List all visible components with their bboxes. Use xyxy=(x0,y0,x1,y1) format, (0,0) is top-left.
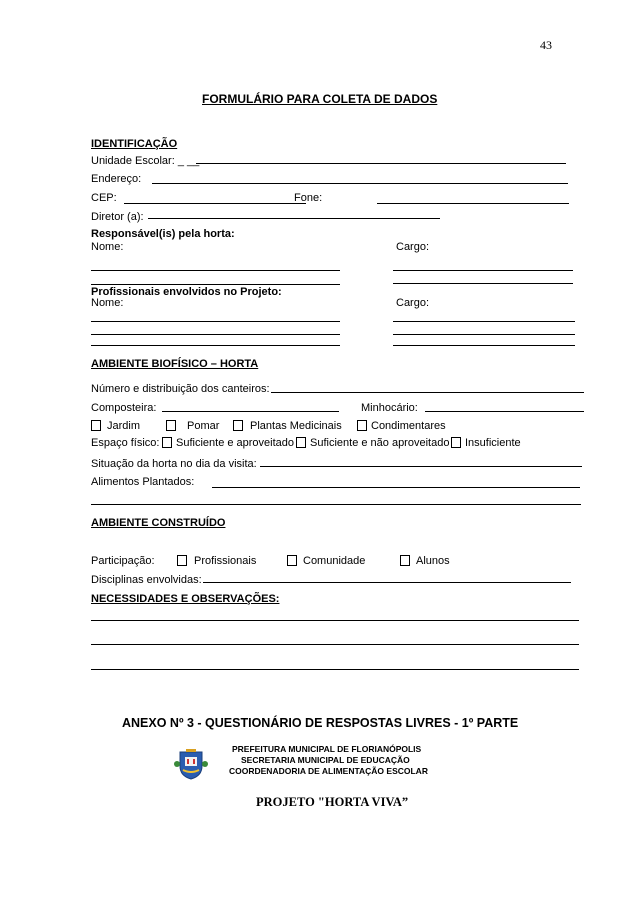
coat-of-arms-logo xyxy=(174,748,208,780)
canteiros-label: Número e distribuição dos canteiros: xyxy=(91,383,270,395)
condimentares-checkbox[interactable] xyxy=(357,420,367,431)
diretor-label: Diretor (a): xyxy=(91,211,144,223)
profissionais-nome-field-3[interactable] xyxy=(91,345,340,346)
necessidades-field-1[interactable] xyxy=(91,620,579,621)
minhocario-label: Minhocário: xyxy=(361,402,418,414)
jardim-label: Jardim xyxy=(107,420,141,432)
situacao-label: Situação da horta no dia da visita: xyxy=(91,458,257,470)
endereco-field[interactable] xyxy=(152,183,568,184)
section-necessidades-heading: NECESSIDADES E OBSERVAÇÕES: xyxy=(91,593,280,605)
alimentos-field-1[interactable] xyxy=(212,487,580,488)
insuficiente-checkbox[interactable] xyxy=(451,437,461,448)
pomar-label: Pomar xyxy=(187,420,220,432)
necessidades-field-2[interactable] xyxy=(91,644,579,645)
section-identificacao-heading: IDENTIFICAÇÃO xyxy=(91,138,178,150)
annex-title: ANEXO Nº 3 - QUESTIONÁRIO DE RESPOSTAS LIVRES - 1º PARTE xyxy=(122,716,519,730)
profissionais-heading: Profissionais envolvidos no Projeto: xyxy=(91,286,282,298)
unidade-escolar-label: Unidade Escolar: _ __ xyxy=(91,155,200,167)
alunos-label: Alunos xyxy=(416,555,450,567)
cep-label: CEP: xyxy=(91,192,117,204)
responsavel-cargo-field-2[interactable] xyxy=(393,283,573,284)
composteira-label: Composteira: xyxy=(91,402,157,414)
suficiente-nao-aproveitado-checkbox[interactable] xyxy=(296,437,306,448)
profissionais-cargo-field-2[interactable] xyxy=(393,334,575,335)
participacao-label: Participação: xyxy=(91,555,155,567)
disciplinas-field[interactable] xyxy=(203,582,571,583)
profissionais-cargo-label: Cargo: xyxy=(396,297,430,309)
minhocario-field[interactable] xyxy=(425,411,584,412)
responsavel-nome-label: Nome: xyxy=(91,241,124,253)
alimentos-label: Alimentos Plantados: xyxy=(91,476,195,488)
responsavel-heading: Responsável(is) pela horta: xyxy=(91,228,235,240)
endereco-label: Endereço: xyxy=(91,173,142,185)
suficiente-aproveitado-checkbox[interactable] xyxy=(162,437,172,448)
profissionais-cargo-field-1[interactable] xyxy=(393,321,575,322)
profissionais-nome-label: Nome: xyxy=(91,297,124,309)
suficiente-nao-aproveitado-label: Suficiente e não aproveitado xyxy=(310,437,450,449)
responsavel-nome-field-2[interactable] xyxy=(91,284,340,285)
cep-field[interactable] xyxy=(124,203,306,204)
composteira-field[interactable] xyxy=(162,411,339,412)
page-number: 43 xyxy=(540,38,552,52)
profissionais-nome-field-2[interactable] xyxy=(91,334,340,335)
insuficiente-label: Insuficiente xyxy=(465,437,521,449)
institution-line-3: COORDENADORIA DE ALIMENTAÇÃO ESCOLAR xyxy=(229,766,428,776)
institution-line-1: PREFEITURA MUNICIPAL DE FLORIANÓPOLIS xyxy=(232,744,422,754)
plantas-medicinais-checkbox[interactable] xyxy=(233,420,243,431)
situacao-field[interactable] xyxy=(260,466,582,467)
necessidades-field-3[interactable] xyxy=(91,669,579,670)
responsavel-cargo-field-1[interactable] xyxy=(393,270,573,271)
pomar-checkbox[interactable] xyxy=(166,420,176,431)
profissionais-checkbox[interactable] xyxy=(177,555,187,566)
institution-line-2: SECRETARIA MUNICIPAL DE EDUCAÇÃO xyxy=(241,755,410,765)
profissionais-nome-field-1[interactable] xyxy=(91,321,340,322)
responsavel-nome-field-1[interactable] xyxy=(91,270,340,271)
unidade-escolar-field[interactable] xyxy=(196,163,566,164)
diretor-field[interactable] xyxy=(148,218,440,219)
responsavel-cargo-label: Cargo: xyxy=(396,241,430,253)
profissionais-option-label: Profissionais xyxy=(194,555,257,567)
disciplinas-label: Disciplinas envolvidas: xyxy=(91,574,202,586)
suficiente-aproveitado-label: Suficiente e aproveitado xyxy=(176,437,295,449)
alimentos-field-2[interactable] xyxy=(91,504,581,505)
plantas-medicinais-label: Plantas Medicinais xyxy=(250,420,342,432)
comunidade-checkbox[interactable] xyxy=(287,555,297,566)
jardim-checkbox[interactable] xyxy=(91,420,101,431)
project-title: PROJETO "HORTA VIVA” xyxy=(256,795,409,809)
condimentares-label: Condimentares xyxy=(371,420,446,432)
canteiros-field[interactable] xyxy=(271,392,584,393)
profissionais-cargo-field-3[interactable] xyxy=(393,345,575,346)
form-title: FORMULÁRIO PARA COLETA DE DADOS xyxy=(202,92,438,106)
section-biofisico-heading: AMBIENTE BIOFÍSICO – HORTA xyxy=(91,358,259,370)
section-construido-heading: AMBIENTE CONSTRUÍDO xyxy=(91,517,226,529)
alunos-checkbox[interactable] xyxy=(400,555,410,566)
espaco-fisico-label: Espaço físico: xyxy=(91,437,160,449)
comunidade-label: Comunidade xyxy=(303,555,366,567)
fone-label: Fone: xyxy=(294,192,323,204)
fone-field[interactable] xyxy=(377,203,569,204)
